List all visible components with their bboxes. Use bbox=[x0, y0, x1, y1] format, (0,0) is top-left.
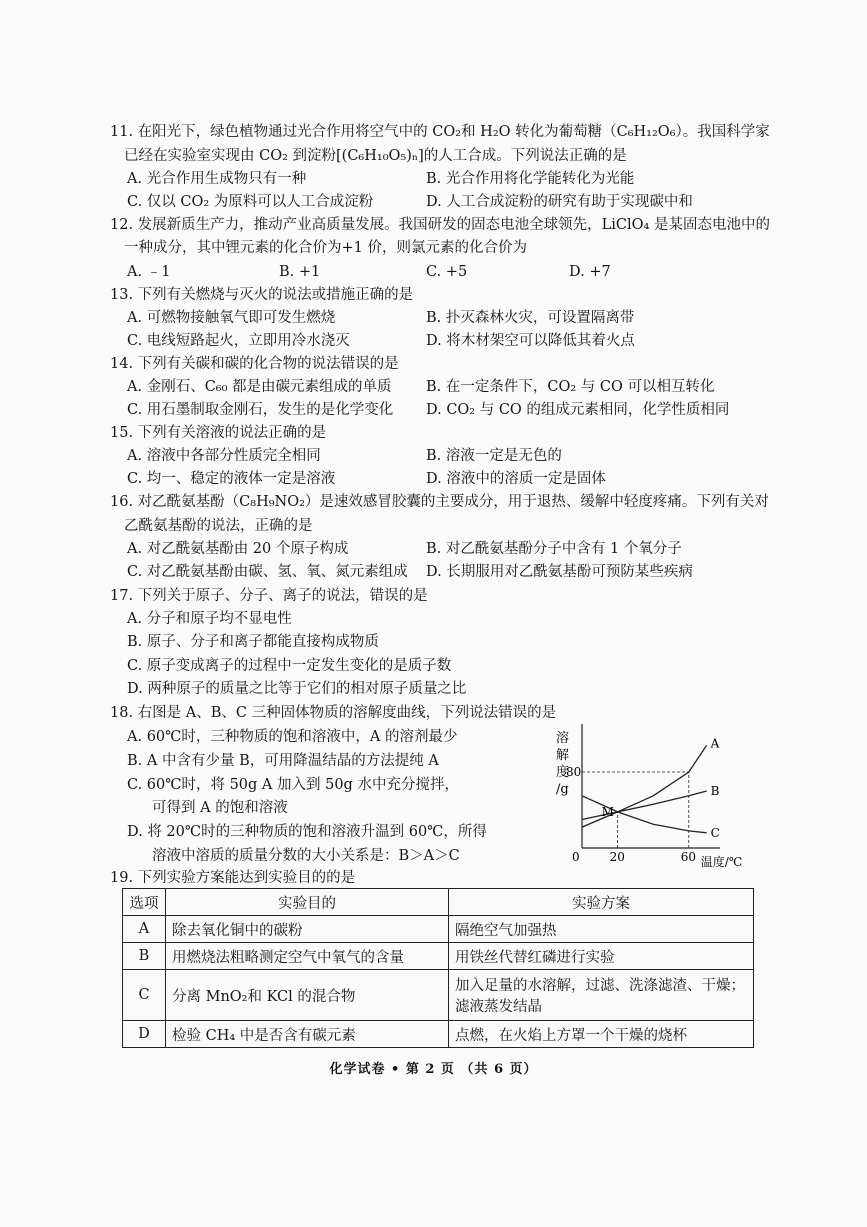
table-row bbox=[123, 1021, 754, 1048]
q16-stem-line2: 乙酰氨基酚的说法，正确的是 bbox=[124, 518, 313, 534]
curve-label-b: B bbox=[710, 784, 720, 798]
row-c-plan-line1: 加入足量的水溶解，过滤、洗涤滤渣、干燥； bbox=[455, 978, 745, 994]
q12-option-d: D. +7 bbox=[569, 264, 611, 280]
q12-option-c: C. +5 bbox=[426, 264, 468, 280]
q14-option-c: C. 用石墨制取金刚石，发生的是化学变化 bbox=[127, 402, 394, 418]
q19-stem: 19. 下列实验方案能达到实验目的的是 bbox=[110, 870, 356, 886]
q18-option-a: A. 60℃时，三种物质的饱和溶液中，A 的溶剂最少 bbox=[127, 729, 458, 745]
header-goal: 实验目的 bbox=[166, 889, 449, 916]
q17-stem: 17. 下列关于原子、分子、离子的说法，错误的是 bbox=[110, 588, 428, 604]
q18-option-d-line1: D. 将 20℃时的三种物质的饱和溶液升温到 60℃，所得 bbox=[127, 824, 487, 840]
q13-option-a: A. 可燃物接触氧气即可发生燃烧 bbox=[127, 310, 336, 326]
intersection-label-m: M bbox=[601, 804, 614, 819]
q18-option-b: B. A 中含有少量 B，可用降温结晶的方法提纯 A bbox=[127, 753, 439, 769]
y-tick-label: 80 bbox=[566, 765, 582, 779]
row-b-option: B bbox=[123, 943, 166, 970]
q11-option-b: B. 光合作用将化学能转化为光能 bbox=[426, 171, 635, 187]
q15-option-b: B. 溶液一定是无色的 bbox=[426, 448, 562, 464]
q12-option-b: B. +1 bbox=[279, 264, 321, 280]
q14-stem: 14. 下列有关碳和碳的化合物的说法错误的是 bbox=[110, 356, 399, 372]
q16-stem-line1: 16. 对乙酰氨基酚（C₈H₉NO₂）是速效感冒胶囊的主要成分，用于退热、缓解中轻度疼痛。下列有关对 bbox=[110, 494, 769, 510]
q12-option-a: A. ﹣1 bbox=[127, 264, 171, 280]
row-c-plan-line2: 滤液蒸发结晶 bbox=[455, 999, 542, 1015]
q16-option-a: A. 对乙酰氨基酚由 20 个原子构成 bbox=[127, 541, 349, 557]
row-a-option: A bbox=[123, 916, 166, 943]
experiment-table bbox=[122, 888, 754, 1048]
q13-stem: 13. 下列有关燃烧与灭火的说法或措施正确的是 bbox=[110, 287, 414, 303]
row-b-goal: 用燃烧法粗略测定空气中氧气的含量 bbox=[166, 943, 449, 970]
q18-option-c-line1: C. 60℃时，将 50g A 加入到 50g 水中充分搅拌， bbox=[127, 777, 459, 793]
q17-option-a: A. 分子和原子均不显电性 bbox=[127, 611, 292, 627]
q12-stem-line1: 12. 发展新质生产力，推动产业高质量发展。我国研发的固态电池全球领先，LiClO₄ 是某固态电池中的 bbox=[110, 217, 770, 233]
q15-option-a: A. 溶液中各部分性质完全相同 bbox=[127, 448, 321, 464]
q17-option-c: C. 原子变成离子的过程中一定发生变化的是质子数 bbox=[127, 658, 452, 674]
q17-option-d: D. 两种原子的质量之比等于它们的相对原子质量之比 bbox=[127, 681, 467, 697]
q13-option-c: C. 电线短路起火，立即用冷水浇灭 bbox=[127, 333, 350, 349]
q18-option-c-line2: 可得到 A 的饱和溶液 bbox=[152, 800, 288, 816]
q14-option-b: B. 在一定条件下，CO₂ 与 CO 可以相互转化 bbox=[426, 379, 715, 395]
table-row bbox=[123, 943, 754, 970]
q16-option-b: B. 对乙酰氨基酚分子中含有 1 个氧分子 bbox=[426, 541, 682, 557]
q15-option-d: D. 溶液中的溶质一定是固体 bbox=[426, 471, 606, 487]
y-axis-label-part: 度 bbox=[556, 765, 570, 780]
solubility-curve-chart bbox=[548, 716, 743, 869]
table-row bbox=[123, 916, 754, 943]
q15-stem: 15. 下列有关溶液的说法正确的是 bbox=[110, 425, 327, 441]
row-c-option: C bbox=[123, 970, 166, 1021]
y-axis-label-part: /g bbox=[556, 782, 569, 797]
q11-option-a: A. 光合作用生成物只有一种 bbox=[127, 171, 307, 187]
x-tick-label: 60 bbox=[680, 850, 697, 864]
row-d-option: D bbox=[123, 1021, 166, 1048]
y-axis-label-part: 解 bbox=[556, 748, 570, 763]
row-c-goal: 分离 MnO₂和 KCl 的混合物 bbox=[166, 970, 449, 1021]
header-plan: 实验方案 bbox=[449, 889, 754, 916]
table-header-row bbox=[123, 889, 754, 916]
q11-option-c: C. 仅以 CO₂ 为原料可以人工合成淀粉 bbox=[127, 194, 374, 210]
q18-option-d-line2: 溶液中溶质的质量分数的大小关系是：B＞A＞C bbox=[152, 848, 460, 864]
x-axis-label: 温度/℃ bbox=[700, 855, 743, 869]
q12-stem-line2: 一种成分，其中锂元素的化合价为+1 价，则氯元素的化合价为 bbox=[124, 240, 527, 256]
row-a-plan: 隔绝空气加强热 bbox=[449, 916, 754, 943]
x-tick-label: 20 bbox=[609, 850, 625, 864]
row-d-goal: 检验 CH₄ 中是否含有碳元素 bbox=[166, 1021, 449, 1048]
q18-stem: 18. 右图是 A、B、C 三种固体物质的溶解度曲线，下列说法错误的是 bbox=[110, 705, 557, 721]
q13-option-d: D. 将木材架空可以降低其着火点 bbox=[426, 333, 635, 349]
table-row bbox=[123, 970, 754, 1021]
row-a-goal: 除去氧化铜中的碳粉 bbox=[166, 916, 449, 943]
q14-option-d: D. CO₂ 与 CO 的组成元素相同，化学性质相同 bbox=[426, 402, 730, 418]
row-b-plan: 用铁丝代替红磷进行实验 bbox=[449, 943, 754, 970]
q15-option-c: C. 均一、稳定的液体一定是溶液 bbox=[127, 471, 336, 487]
q11-stem-line2: 已经在实验室实现由 CO₂ 到淀粉[(C₆H₁₀O₅)ₙ]的人工合成。下列说法正确的是 bbox=[124, 148, 627, 164]
q11-stem-line1: 11. 在阳光下，绿色植物通过光合作用将空气中的 CO₂和 H₂O 转化为葡萄糖（C₆H₁₂O₆）。我国科学家 bbox=[110, 124, 770, 140]
q13-option-b: B. 扑灭森林火灾，可设置隔离带 bbox=[426, 310, 635, 326]
y-axis-label-part: 溶 bbox=[556, 731, 570, 746]
q11-option-d: D. 人工合成淀粉的研究有助于实现碳中和 bbox=[426, 194, 693, 210]
q16-option-d: D. 长期服用对乙酰氨基酚可预防某些疾病 bbox=[426, 564, 693, 580]
header-option: 选项 bbox=[123, 889, 166, 916]
q17-option-b: B. 原子、分子和离子都能直接构成物质 bbox=[127, 634, 379, 650]
q16-option-c: C. 对乙酰氨基酚由碳、氢、氧、氮元素组成 bbox=[127, 564, 408, 580]
x-tick-label: 0 bbox=[572, 850, 580, 864]
q14-option-a: A. 金刚石、C₆₀ 都是由碳元素组成的单质 bbox=[127, 379, 392, 395]
row-d-plan: 点燃，在火焰上方罩一个干燥的烧杯 bbox=[449, 1021, 754, 1048]
row-c-plan bbox=[449, 970, 754, 1021]
curve-label-c: C bbox=[710, 825, 720, 840]
curve-label-a: A bbox=[710, 736, 720, 751]
page-footer: 化学试卷 • 第 2 页 （共 6 页） bbox=[329, 1062, 538, 1077]
